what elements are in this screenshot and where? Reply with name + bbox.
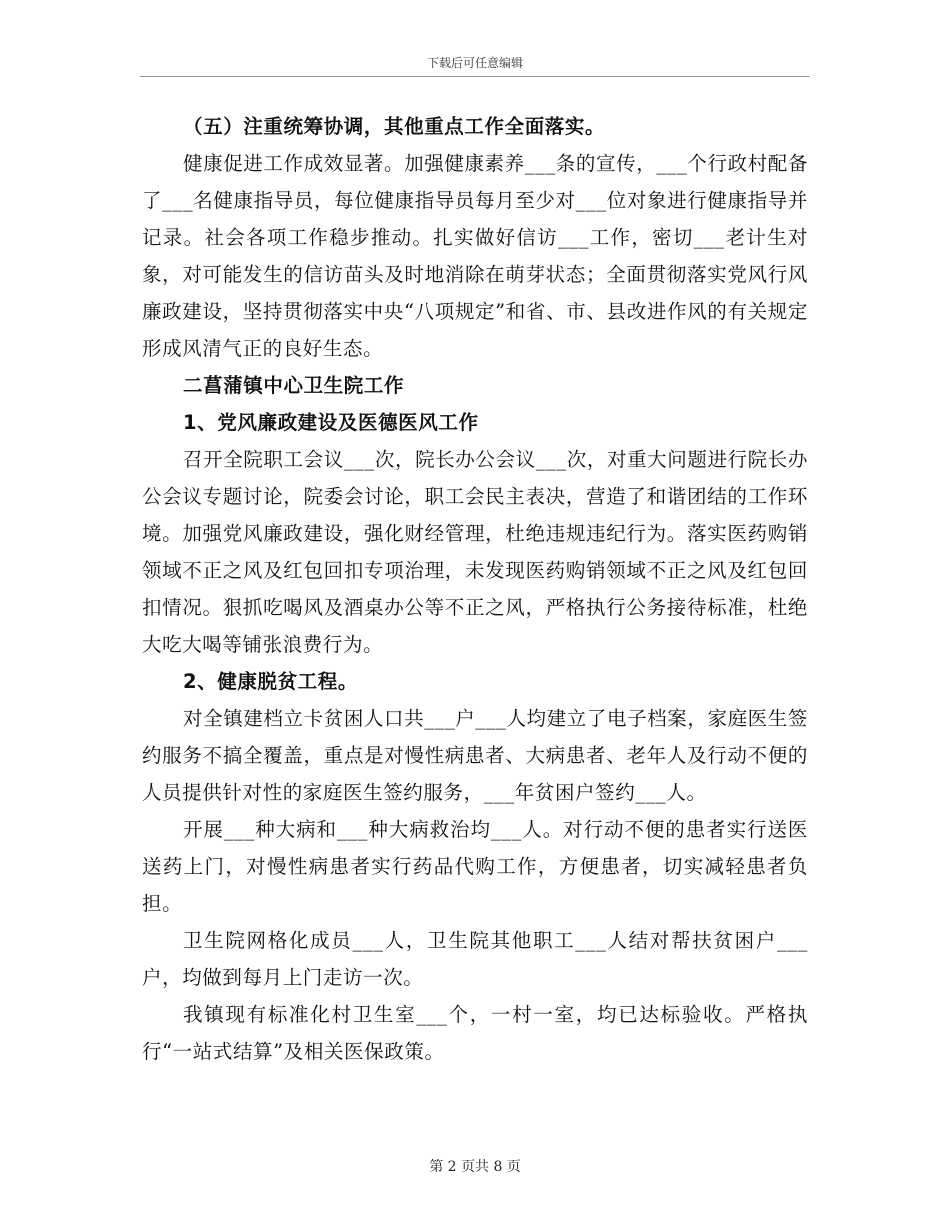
- page-number: 第 2 页共 8 页: [429, 1159, 521, 1175]
- paragraph-treatment: 开展___种大病和___种大病救治均___人。对行动不便的患者实行送医送药上门，对慢性病患者实行药品代购工作，方便患者，切实减轻患者负担。: [142, 818, 808, 915]
- subheading-health-poverty: 2、健康脱贫工程。: [183, 670, 358, 693]
- header-divider: [140, 76, 810, 77]
- paragraph-meetings: 召开全院职工会议___次，院长办公会议___次，对重大问题进行院长办公会议专题讨论，院委会讨论，职工会民主表决，营造了和谐团结的工作环境。加强党风廉政建设，强化财经管理，杜绝违规违纪行为。落实医药购销领域不正之风及红包回扣专项治理，未发现医药购销领域不正之风及红包回扣情况。狠抓吃喝风及酒桌办公等不正之风，严格执行公务接待标准，杜绝大吃大喝等铺张浪费行为。: [142, 448, 808, 656]
- paragraph-grid-members: 卫生院网格化成员___人，卫生院其他职工___人结对帮扶贫困户___户，均做到每月上门走访一次。: [142, 929, 808, 989]
- paragraph-clinics: 我镇现有标准化村卫生室___个，一村一室，均已达标验收。严格执行“一站式结算”及相关医保政策。: [142, 1003, 808, 1063]
- paragraph-archives: 对全镇建档立卡贫困人口共___户___人均建立了电子档案，家庭医生签约服务不搞全覆盖，重点是对慢性病患者、大病患者、老年人及行动不便的人员提供针对性的家庭医生签约服务，___年贫困户签约___人。: [142, 707, 808, 804]
- document-body: [142, 108, 808, 1070]
- subheading-party-conduct: 1、党风廉政建设及医德医风工作: [183, 411, 479, 434]
- page-header: 下载后可任意编辑: [426, 56, 523, 70]
- paragraph-health-promotion: 健康促进工作成效显著。加强健康素养___条的宣传，___个行政村配备了___名健康指导员，每位健康指导员每月至少对___位对象进行健康指导并记录。社会各项工作稳步推动。扎实做好信访___工作，密切___老计生对象，对可能发生的信访苗头及时地消除在萌芽状态；全面贯彻落实党风行风廉政建设，坚持贯彻落实中央“八项规定”和省、市、县改进作风的有关规定形成风清气正的良好生态。: [142, 152, 808, 360]
- section-heading-health-center: 二菖蒲镇中心卫生院工作: [183, 374, 405, 397]
- section-heading-five: （五）注重统筹协调，其他重点工作全面落实。: [183, 115, 606, 138]
